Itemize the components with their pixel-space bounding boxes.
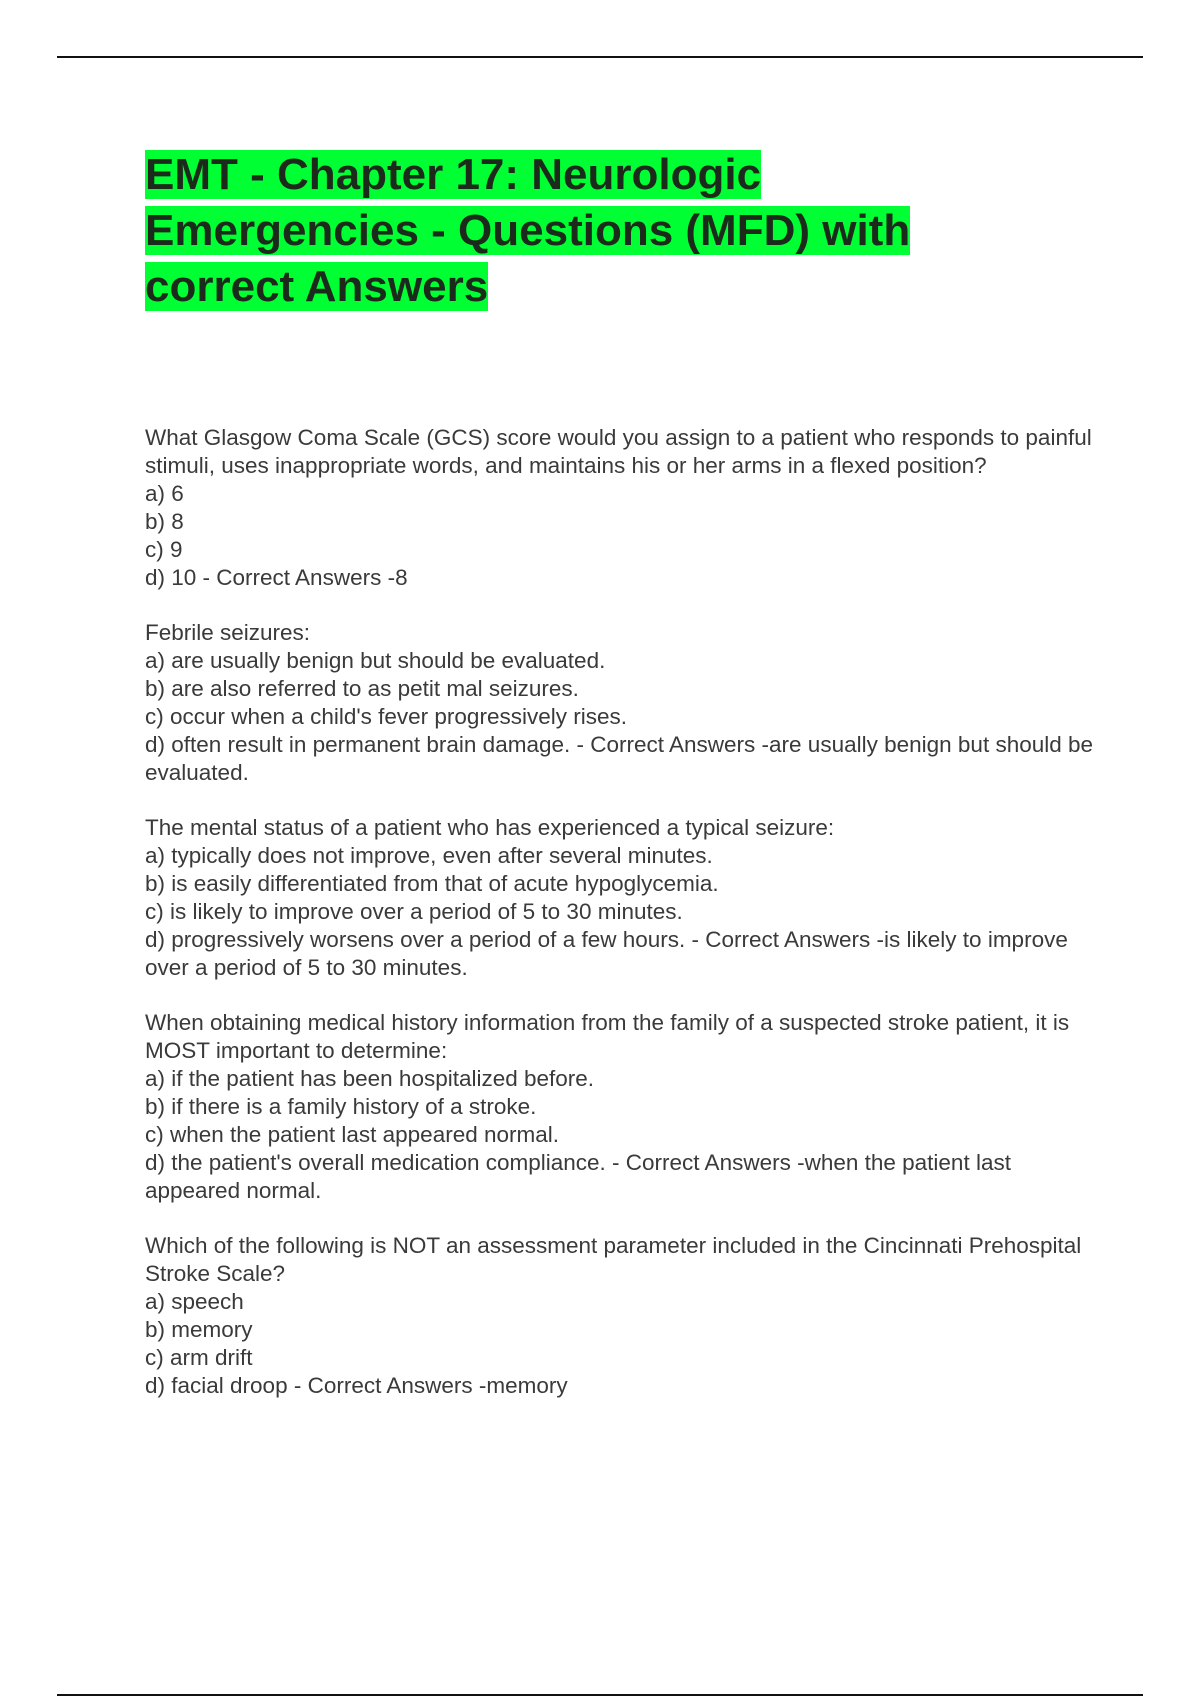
question-text: When obtaining medical history information from the family of a suspected stroke patient, it is MOST important to determine: (145, 1010, 1070, 1063)
option-c: c) is likely to improve over a period of 5 to 30 minutes. (145, 899, 683, 924)
option-b: b) if there is a family history of a stroke. (145, 1094, 537, 1119)
option-a: a) typically does not improve, even after several minutes. (145, 843, 713, 868)
option-d-with-answer: d) progressively worsens over a period of a few hours. - Correct Answers -is likely to improve over a period of 5 to 30 minutes. (145, 927, 1068, 980)
option-d-with-answer: d) the patient's overall medication compliance. - Correct Answers -when the patient last appeared normal. (145, 1150, 1011, 1203)
option-c: c) 9 (145, 537, 183, 562)
question-text: Which of the following is NOT an assessment parameter included in the Cincinnati Prehospital Stroke Scale? (145, 1233, 1082, 1286)
option-b: b) 8 (145, 509, 184, 534)
page-title (145, 147, 1045, 315)
top-rule (57, 56, 1143, 58)
option-d-with-answer: d) 10 - Correct Answers -8 (145, 565, 408, 590)
option-b: b) memory (145, 1317, 253, 1342)
bottom-rule (57, 1694, 1143, 1696)
option-c: c) when the patient last appeared normal. (145, 1122, 559, 1147)
option-a: a) if the patient has been hospitalized before. (145, 1066, 595, 1091)
question-block (145, 814, 1095, 982)
option-a: a) 6 (145, 481, 184, 506)
option-a: a) speech (145, 1289, 244, 1314)
option-c: c) occur when a child's fever progressively rises. (145, 704, 627, 729)
option-b: b) are also referred to as petit mal seizures. (145, 676, 579, 701)
title-highlight: EMT - Chapter 17: Neurologic Emergencies - Questions (MFD) with correct Answers (145, 150, 911, 311)
option-d-with-answer: d) often result in permanent brain damage. - Correct Answers -are usually benign but should be evaluated. (145, 732, 1094, 785)
option-a: a) are usually benign but should be evaluated. (145, 648, 606, 673)
option-b: b) is easily differentiated from that of acute hypoglycemia. (145, 871, 719, 896)
question-block (145, 1009, 1095, 1205)
option-c: c) arm drift (145, 1345, 253, 1370)
question-text: Febrile seizures: (145, 620, 311, 645)
option-d-with-answer: d) facial droop - Correct Answers -memory (145, 1373, 568, 1398)
question-block (145, 1232, 1095, 1400)
question-block (145, 619, 1095, 787)
question-list (145, 424, 1095, 1427)
question-block (145, 424, 1095, 592)
question-text: What Glasgow Coma Scale (GCS) score would you assign to a patient who responds to painful stimuli, uses inappropriate words, and maintains his or her arms in a flexed position? (145, 425, 1092, 478)
question-text: The mental status of a patient who has experienced a typical seizure: (145, 815, 835, 840)
